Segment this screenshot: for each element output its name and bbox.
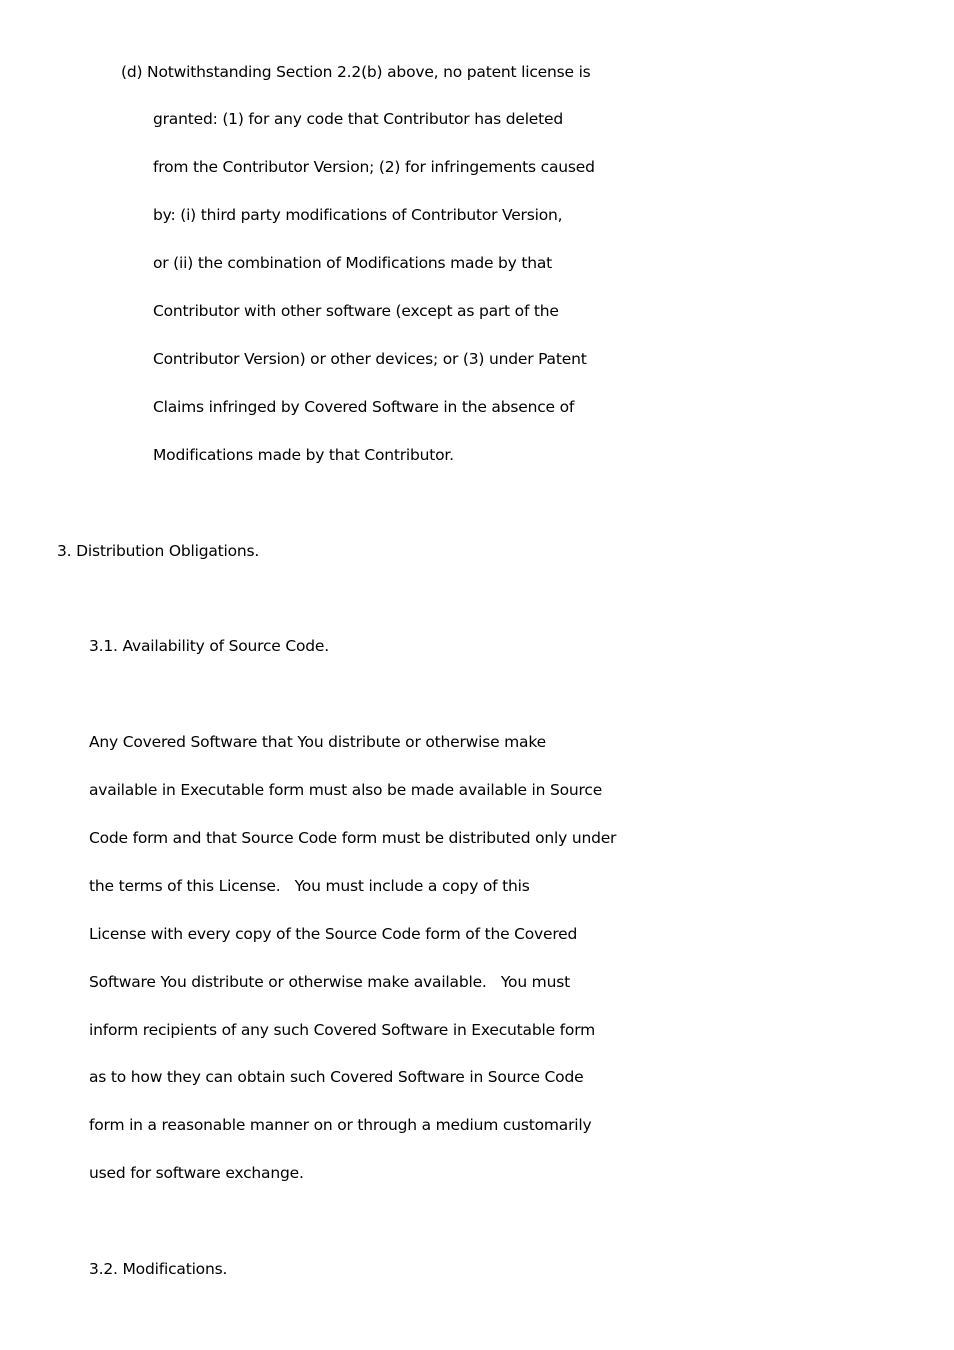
para-d-line: from the Contributor Version; (2) for infringements caused (153, 158, 595, 176)
paragraph-line: inform recipients of any such Covered Software in Executable form (89, 1021, 595, 1039)
para-d-line: Modifications made by that Contributor. (153, 446, 454, 464)
para-d-line: or (ii) the combination of Modifications made by that (153, 254, 553, 272)
section-heading: 3. Distribution Obligations. (57, 542, 260, 560)
para-d-line: Contributor Version) or other devices; or (3) under Patent (153, 350, 587, 368)
para-d-line: Claims infringed by Covered Software in the absence of (153, 398, 575, 416)
paragraph-line: the terms of this License. You must include a copy of this (89, 877, 530, 895)
para-d-line: by: (i) third party modifications of Contributor Version, (153, 206, 563, 224)
para-d-line: Contributor with other software (except as part of the (153, 302, 559, 320)
para-d-line: (d) Notwithstanding Section 2.2(b) above, no patent license is (121, 63, 591, 81)
subsection-heading: 3.2. Modifications. (89, 1260, 228, 1278)
paragraph-line: Any Covered Software that You distribute or otherwise make (89, 733, 546, 751)
paragraph-line: Software You distribute or otherwise make available. You must (89, 973, 570, 991)
paragraph-line: form in a reasonable manner on or through a medium customarily (89, 1116, 592, 1134)
para-d-line: granted: (1) for any code that Contributor has deleted (153, 110, 563, 128)
subsection-heading: 3.1. Availability of Source Code. (89, 637, 329, 655)
paragraph-line: used for software exchange. (89, 1164, 304, 1182)
paragraph-line: as to how they can obtain such Covered Software in Source Code (89, 1068, 584, 1086)
paragraph-line: License with every copy of the Source Code form of the Covered (89, 925, 578, 943)
paragraph-line: Code form and that Source Code form must be distributed only under (89, 829, 617, 847)
paragraph-line: available in Executable form must also be made available in Source (89, 781, 603, 799)
